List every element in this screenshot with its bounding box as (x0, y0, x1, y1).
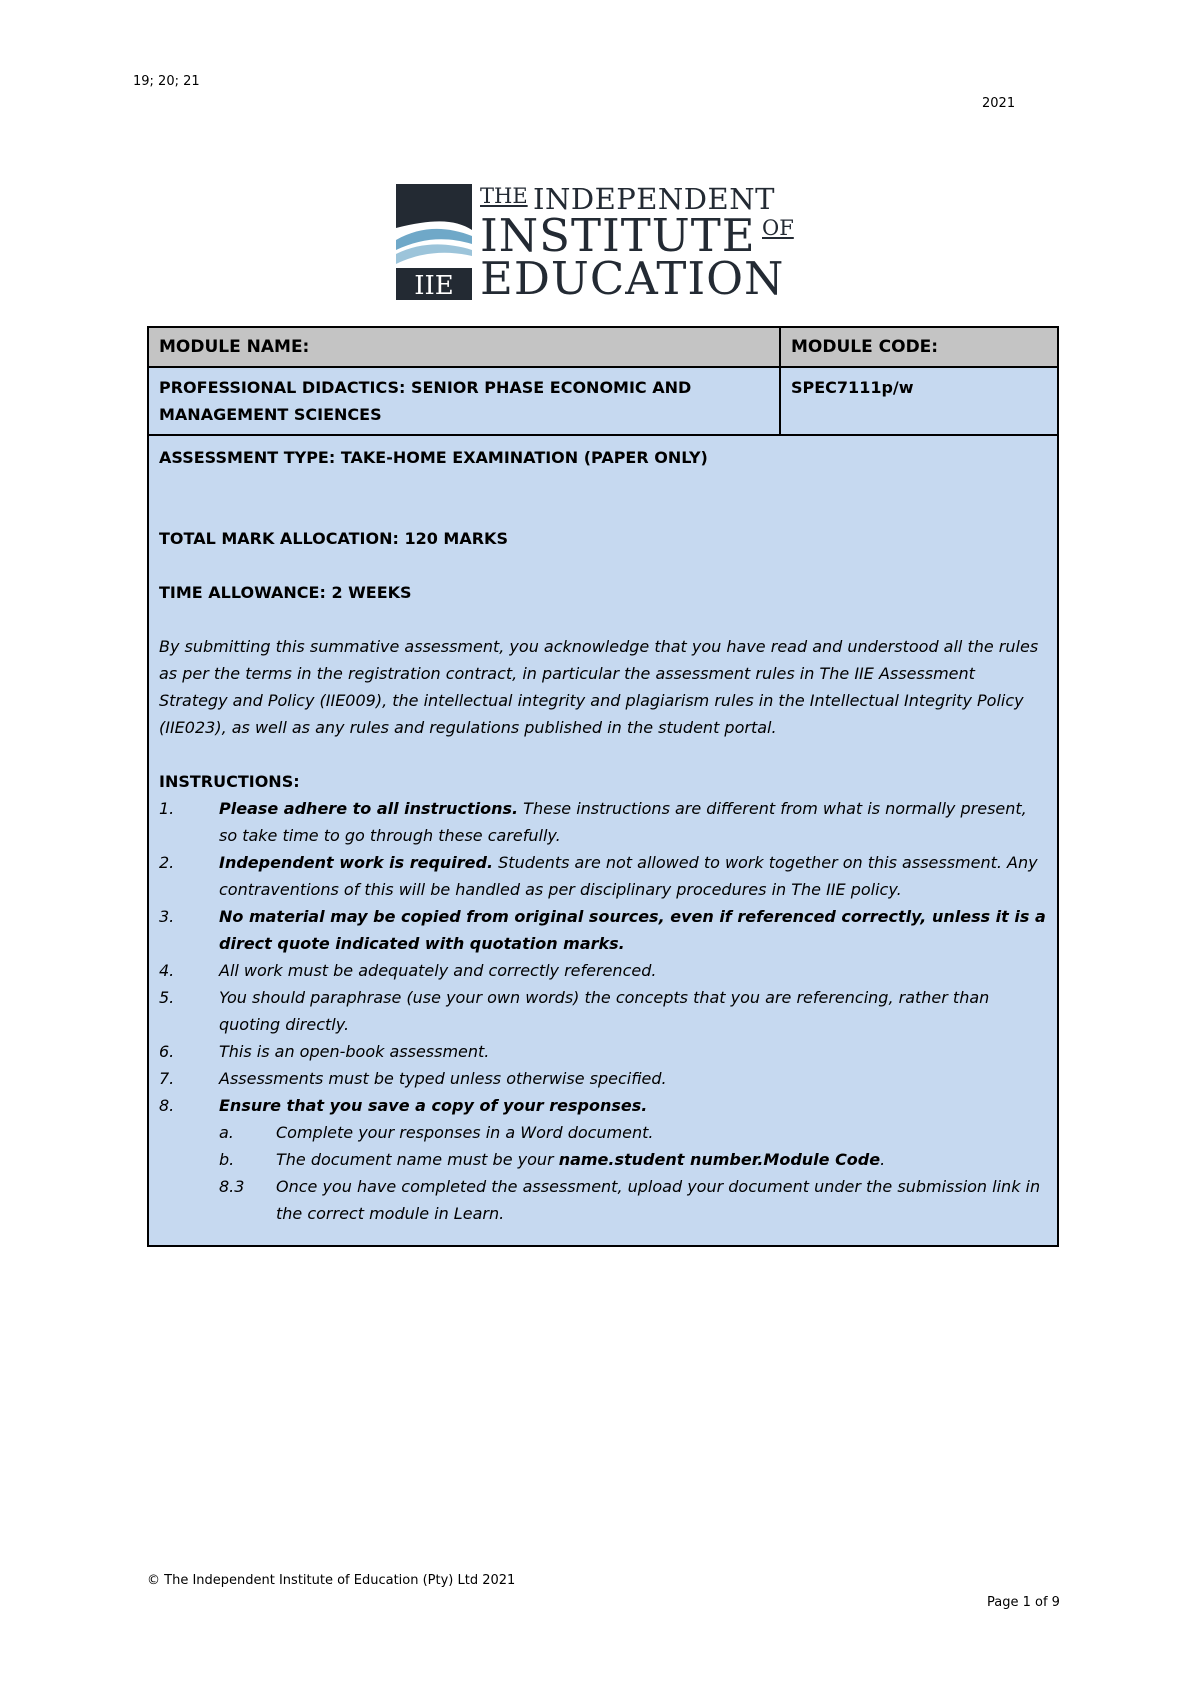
instruction-item: 7. Assessments must be typed unless otherwise specified. (159, 1069, 667, 1088)
iie-logo (396, 182, 808, 305)
instruction-item: 8. Ensure that you save a copy of your responses. a. Complete your responses in a Word document. b. The document name must be your name.student number.Module Code. 8.3 Once you have completed the assessment, upload your document under the submission link in the correct module in Learn. (159, 1092, 1047, 1227)
logo-word-institute: INSTITUTE (480, 209, 756, 262)
footer-copyright: © The Independent Institute of Education (Pty) Ltd 2021 (147, 1573, 516, 1588)
total-marks: TOTAL MARK ALLOCATION: 120 MARKS (159, 529, 508, 548)
acknowledgement-text: By submitting this summative assessment, you acknowledge that you have read and understood all the rules as per the terms in the registration contract, in particular the assessment rules in The IIE Assessment Strategy and Policy (IIE009), the intellectual integrity and plagiarism rules in the Intellectual Integrity Policy (IIE023), as well as any rules and regulations published in the student portal. (159, 637, 1039, 737)
instructions-title: INSTRUCTIONS: (159, 772, 300, 791)
instruction-subitem: a. Complete your responses in a Word document. (219, 1123, 654, 1142)
iie-logo-mark-icon (396, 184, 472, 300)
instructions-list (159, 795, 1047, 1227)
module-code-value: SPEC7111p/w (791, 378, 914, 397)
module-value-row (149, 368, 1057, 436)
logo-word-the: THE (480, 184, 528, 208)
time-allowance: TIME ALLOWANCE: 2 WEEKS (159, 583, 412, 602)
instruction-item: 3. No material may be copied from original sources, even if referenced correctly, unless it is a direct quote indicated with quotation marks. (159, 907, 1046, 953)
header-reference: 19; 20; 21 (133, 74, 200, 89)
logo-word-of: OF (762, 216, 794, 240)
footer-page-number: Page 1 of 9 (987, 1595, 1060, 1610)
instruction-item: 1. Please adhere to all instructions. These instructions are different from what is normally present, so take time to go through these carefully. (159, 799, 1027, 845)
instruction-sublist (219, 1119, 1047, 1227)
module-header-row (149, 328, 1057, 368)
assessment-details (149, 436, 1057, 1245)
instruction-subitem: 8.3 Once you have completed the assessment, upload your document under the submission link in the correct module in Learn. (219, 1177, 1041, 1223)
assessment-type: ASSESSMENT TYPE: TAKE-HOME EXAMINATION (PAPER ONLY) (159, 448, 708, 467)
instruction-item: 4. All work must be adequately and correctly referenced. (159, 961, 657, 980)
module-code-label: MODULE CODE: (791, 337, 939, 357)
module-name-value: PROFESSIONAL DIDACTICS: SENIOR PHASE ECONOMIC AND MANAGEMENT SCIENCES (149, 368, 781, 434)
iie-logo-text (480, 182, 810, 305)
logo-word-independent: INDEPENDENT (533, 182, 775, 216)
instruction-item: 2. Independent work is required. Students are not allowed to work together on this assessment. Any contraventions of this will be handled as per disciplinary procedures in The IIE policy. (159, 853, 1038, 899)
instruction-item: 5. You should paraphrase (use your own words) the concepts that you are referencing, rather than quoting directly. (159, 988, 990, 1034)
instruction-item: 6. This is an open-book assessment. (159, 1042, 490, 1061)
iie-abbr: IIE (414, 271, 454, 300)
module-info-table (147, 326, 1059, 1247)
instruction-subitem: b. The document name must be your name.student number.Module Code. (219, 1150, 886, 1169)
module-name-label: MODULE NAME: (149, 328, 781, 366)
header-year: 2021 (982, 96, 1016, 111)
logo-word-education: EDUCATION (480, 252, 785, 305)
